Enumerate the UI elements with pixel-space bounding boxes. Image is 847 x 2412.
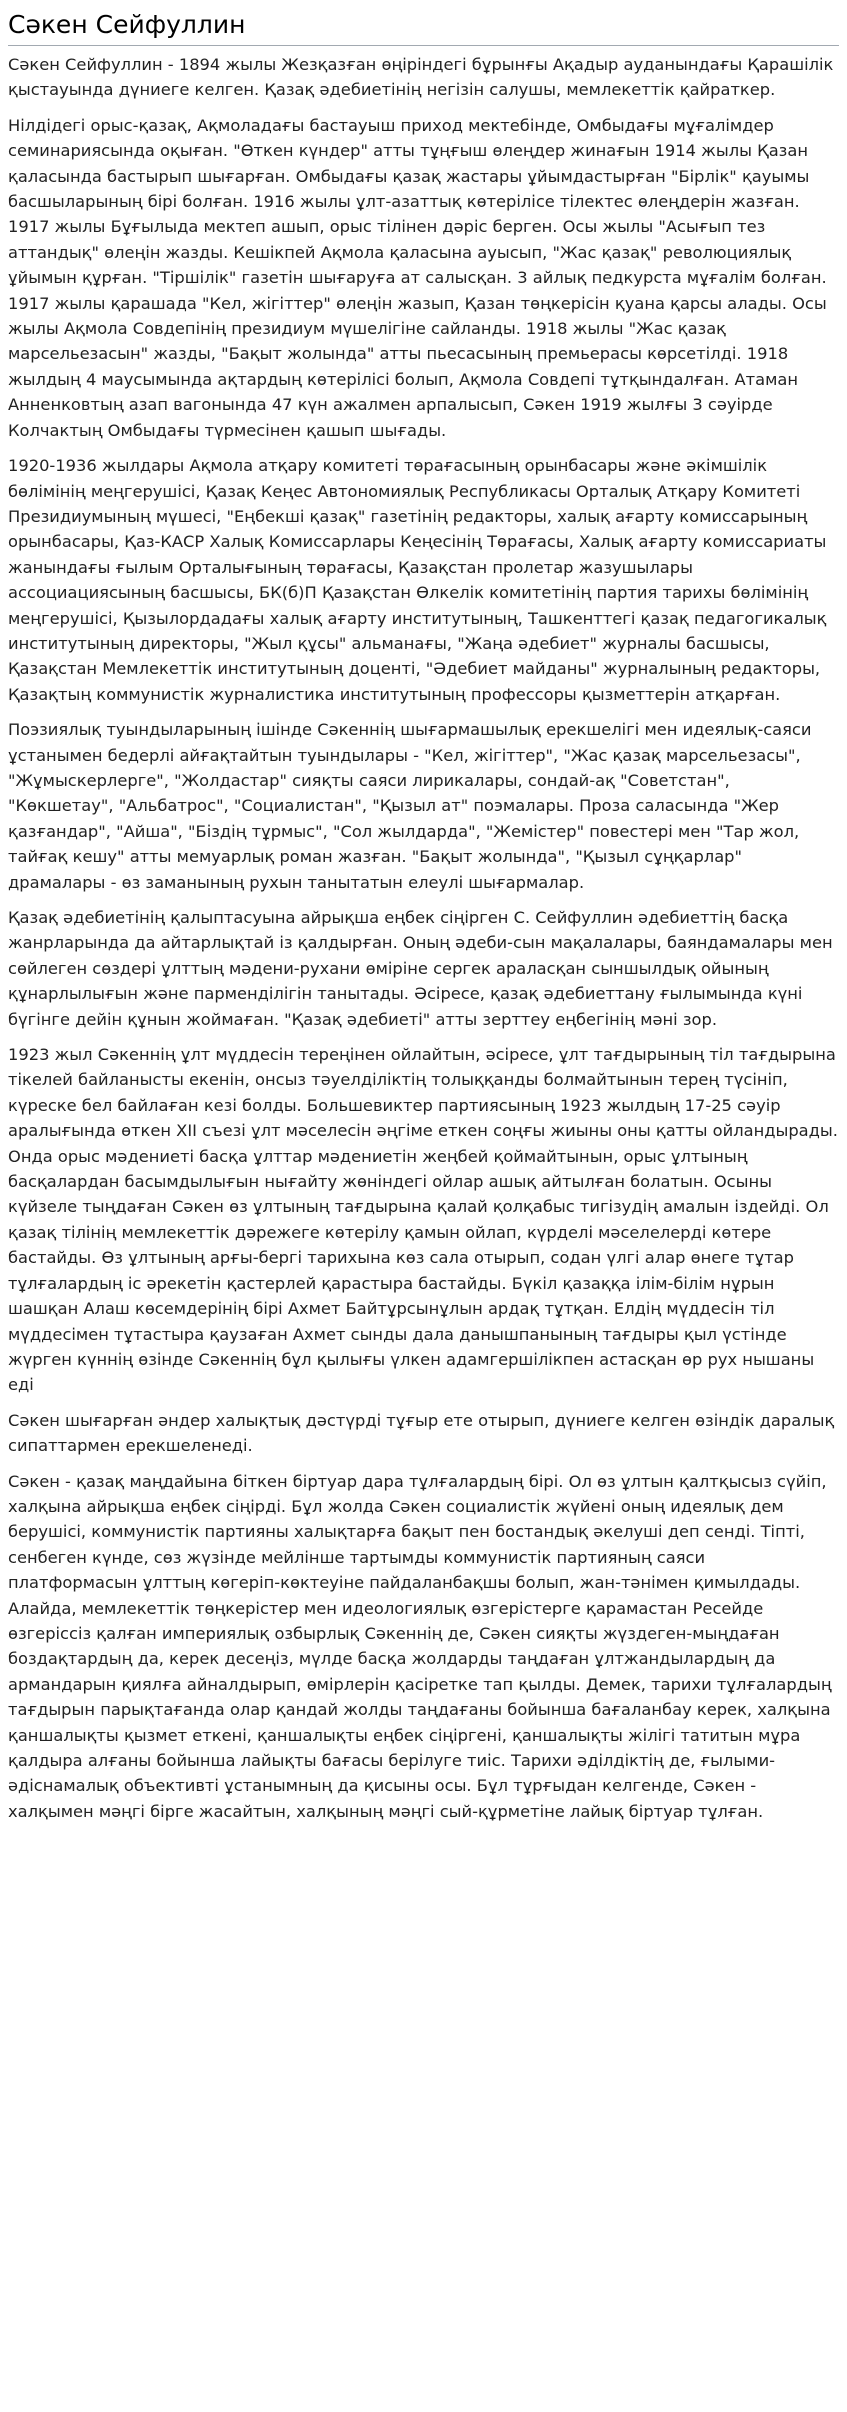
- paragraph-criticism: Қазақ әдебиетінің қалыптасуына айрықша еңбек сіңірген С. Сейфуллин әдебиеттің басқа жанрларында да айтарлықтай із қалдырған. Оның әдеби-сын мақалалары, баяндамалары мен сөйлеген сөздері ұлттың мәдени-рухани өміріне сергек араласқан сыншылдық ойының құнарлылығын және парменділігін танытады. Әсіресе, қазақ әдебиеттану ғылымында күні бүгінге дейін құнын жоймаған. "Қазақ әдебиеті" атты зерттеу еңбегінің мәні зор.: [8, 908, 833, 1029]
- paragraph-intro: Сәкен Сейфуллин - 1894 жылы Жезқазған өңіріндегі бұрынғы Ақадыр ауданындағы Қарашілік қыстауында дүниеге келген. Қазақ әдебиетінің негізін салушы, мемлекеттік қайраткер.: [8, 55, 834, 100]
- article-body: [8, 52, 839, 1824]
- paragraph-legacy: Сәкен - қазақ маңдайына біткен біртуар дара тұлғалардың бірі. Ол өз ұлтын қалтқысыз сүйіп, халқына айрықша еңбек сіңірді. Бұл жолда Сәкен социалистік жүйені оның идеялық дем берушісі, коммунистік партияны халықтарға бақыт пен бостандық әкелуші деп сенді. Тіпті, сенбеген күнде, сөз жүзінде мейлінше тартымды коммунистік партияның саяси платформасын ұлттың көгерiп-көктеуіне пайдаланбақшы болып, жан-тәнімен қимылдады. Алайда, мемлекеттік төңкерістер мен идеологиялық өзгерістерге қарамастан Ресейде өзгеріссіз қалған империялық озбырлық Сәкеннің де, Сәкен сияқты жүздеген-мыңдаған боздақтардың да, керек десеңіз, мүлде басқа жолдарды таңдаған ұлтжандылардың да армандарын қиялға айналдырып, өмірлерін қасіретке тап қылды. Демек, тарихи тұлғалардың тағдырын парықтағанда олар қандай жолды таңдағаны бойынша бағаланбау керек, халқына қаншалықты қызмет еткені, қаншалықты еңбек сіңіргені, қаншалықты жілігі татитын мұра қалдыра алғаны бойынша лайықты бағасы берілуге тиіс. Тарихи әділдіктің де, ғылыми-әдіснамалық объективті ұстанымның да қисыны осы. Бұл тұрғыдан келгенде, Сәкен - халқымен мәңгі бірге жасайтын, халқының мәңгі сый-құрметіне лайық біртуар тұлған.: [8, 1471, 832, 1821]
- paragraph-career: 1920-1936 жылдары Ақмола атқару комитеті төрағасының орынбасары және әкімшілік бөлімінің меңгерушісі, Қазақ Кеңес Автономиялық Республикасы Орталық Атқару Комитеті Президиумының мүшесі, "Еңбекші қазақ" газетінің редакторы, халық ағарту комиссарының орынбасары, Қаз-КАСР Халық Комиссарлары Кеңесінің Төрағасы, Халық ағарту комиссариаты жанындағы ғылым Орталығының төрағасы, Қазақстан пролетар жазушылары ассоциациясының басшысы, БК(б)П Қазақстан Өлкелік комитетінің партия тарихы бөлімінің меңгерушісі, Қызылордадағы халық ағарту институтының, Ташкенттегі қазақ педагогикалық институтының директоры, "Жыл құсы" альманағы, "Жаңа әдебиет" журналы басшысы, Қазақстан Мемлекеттік институтының доценті, "Әдебиет майданы" журналының редакторы, Қазақтың коммунистік журналистика институтының профессоры қызметтерін атқарған.: [8, 456, 827, 704]
- page-title: Сәкен Сейфуллин: [8, 8, 839, 46]
- paragraph-songs: Сәкен шығарған әндер халықтық дәстүрді тұғыр ете отырып, дүниеге келген өзіндік даралық сипаттармен ерекшеленеді.: [8, 1410, 835, 1456]
- paragraph-1923: 1923 жыл Сәкеннің ұлт мүддесін тереңінен ойлайтын, әсіресе, ұлт тағдырының тіл тағдырына тікелей байланысты екенін, онсыз тәуелділіктің толыққанды болмайтынын терең түсініп, күреске бел байлаған кезі болды. Большевиктер партиясының 1923 жылдың 17-25 сәуір аралығында өткен XII съезі ұлт мәселесін әңгіме еткен соңғы жиыны оны қатты ойландырады. Онда орыс мәдениеті басқа ұлттар мәдениетін жеңбей қоймайтынын, орыс ұлтының басқалардан басымдылығын нығайту жөніндегі ойлар ашық айтылған болатын. Осыны күйзеле тыңдаған Сәкен өз ұлтының тағдырына қалай қолқабыс тигізудің амалын іздейді. Ол қазақ тілінің мемлекеттік дәрежеге көтерілу қамын ойлап, күрделі мәселелерді көтере бастайды. Өз ұлтының арғы-бергі тарихына көз сала отырып, содан үлгі алар өнеге тұтар тұлғалардың іс әрекетін қастерлей қарастыра бастайды. Бүкіл қазаққа ілім-білім нұрын шашқан Алаш көсемдерінің бірі Ахмет Байтұрсынұлын ардақ тұтқан. Елдің мүддесін тіл мүддесімен тұтастыра қаузаған Ахмет сынды дала данышпанының тағдыры қыл үстінде жүрген күннің өзінде Сәкеннің бұл қылығы үлкен адамгершілікпен астасқан өр рух нышаны еді: [8, 1045, 838, 1395]
- paragraph-education: Нілдідегі орыс-қазақ, Ақмоладағы бастауыш приход мектебінде, Омбыдағы мұғалімдер семинариясында оқыған. "Өткен күндер" атты тұңғыш өлеңдер жинағын 1914 жылы Қазан қаласында бастырып шығарған. Омбыдағы қазақ жастары ұйымдастырған "Бірлік" қауымы басшыларының бірі болған. 1916 жылы ұлт-азаттық көтерілісе тілектес өлеңдерін жазған. 1917 жылы Бұғылыда мектеп ашып, орыс тілінен дәріс берген. Осы жылы "Асығып тез аттандық" өлеңін жазды. Кешікпей Ақмола қаласына ауысып, "Жас қазақ" революциялық ұйымын құрған. "Тіршілік" газетін шығаруға ат салысқан. 3 айлық педкурста мұғалім болған. 1917 жылы қарашада "Кел, жігіттер" өлеңін жазып, Қазан төңкерісін қуана қарсы алады. Осы жылы Ақмола Совдепінің президиум мүшелігіне сайланды. 1918 жылы "Жас қазақ марсельезасын" жазды, "Бақыт жолында" атты пьесасының премьерасы көрсетілді. 1918 жылдың 4 маусымында ақтардың көтерілісі болып, Ақмола Совдепі тұтқындалған. Атаман Анненковтың азап вагонында 47 күн ажалмен арпалысып, Сәкен 1919 жылғы 3 сәуірде Колчактың Омбыдағы түрмесінен қашып шығады.: [8, 115, 827, 440]
- paragraph-works: Поэзиялық туындыларының ішінде Сәкеннің шығармашылық ерекшелігі мен идеялық-саяси ұстанымен бедерлі айғақтайтын туындылары - "Кел, жігіттер", "Жас қазақ марсельезасы", "Жұмыскерлерге", "Жолдастар" сияқты саяси лирикалары, сондай-ақ "Советстан", "Көкшетау", "Альбатрос", "Социалистан", "Қызыл ат" поэмалары. Проза саласында "Жер қазғандар", "Айша", "Біздің тұрмыс", "Сол жылдарда", "Жемістер" повестері мен "Тар жол, тайғақ кешу" атты мемуарлық роман жазған. "Бақыт жолында", "Қызыл сұңқарлар" драмалары - өз заманының рухын танытатын елеулі шығармалар.: [8, 720, 812, 892]
